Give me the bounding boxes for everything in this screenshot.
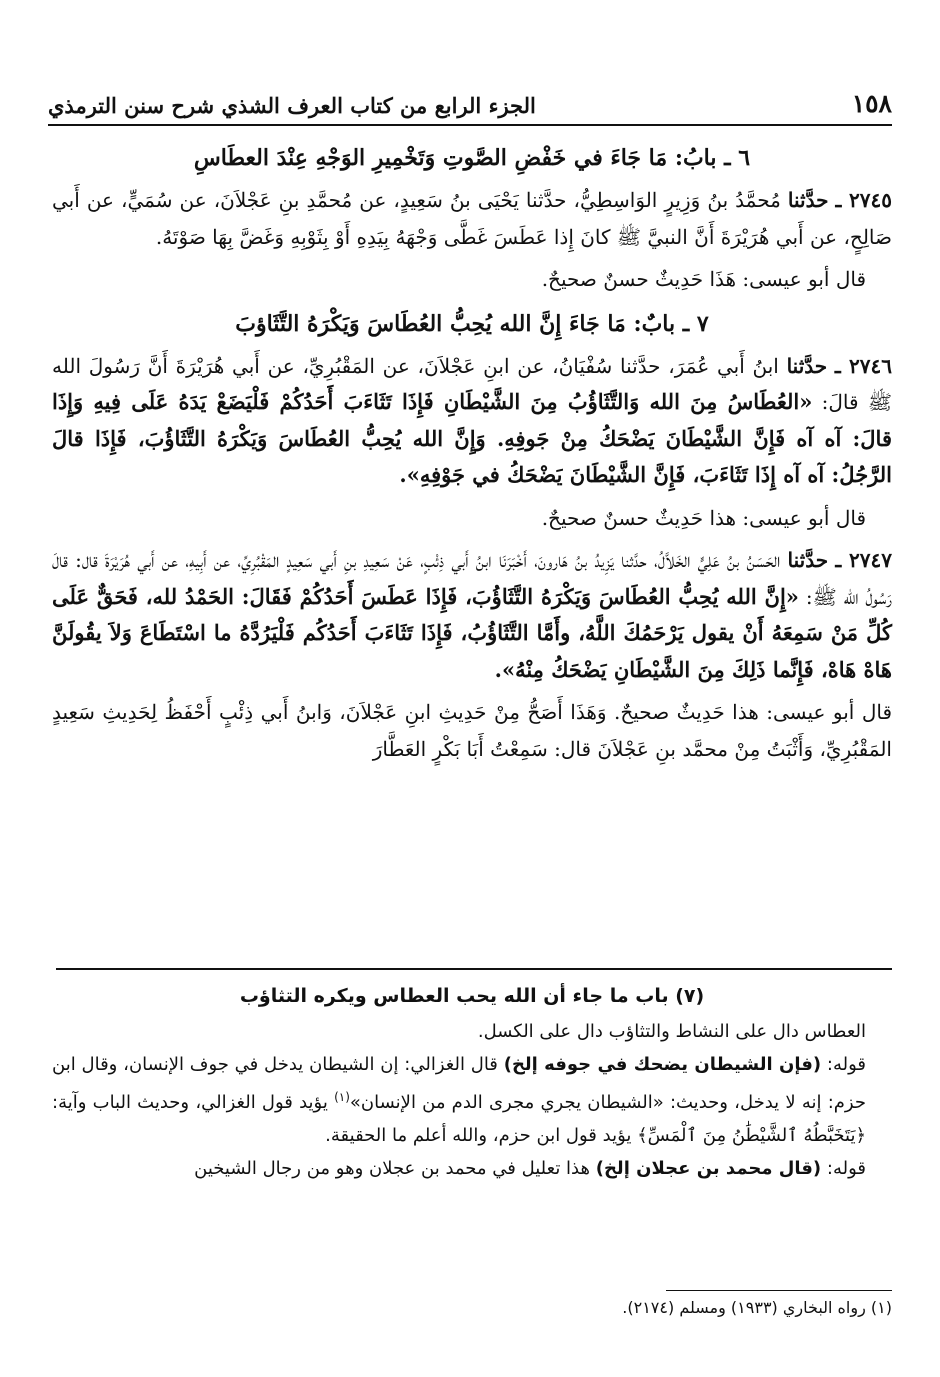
hadith-isnad: الحَسَنُ بنُ عَلِيٍّ الخَلاَّلُ، حدَّثنا يَزِيدُ بنُ هَارونَ، أَخْبَرَنَا ابنُ أَبي ذِئْبٍ، عَنْ سَعِيدِ بنِ أَبي سَعِيدٍ المَقْبُرِيِّ، عن أَبِيهِ، عن أَبي هُرَيْرَةَ قال: قالَ رَسُولُ الله ﷺ: bbox=[52, 548, 892, 609]
header-rule bbox=[48, 124, 892, 126]
footnote: (١) رواه البخاري (١٩٣٣) ومسلم (٢١٧٤). bbox=[622, 1298, 892, 1317]
commentary-text: يؤيد قول الغزالي، وحديث الباب وآية: ﴿يَتَخَبَّطُهُ ٱلشَّيْطَٰنُ مِنَ ٱلْمَسِّ﴾ يؤيد قول ابن حزم، والله أعلم ما الحقيقة. bbox=[52, 1092, 866, 1146]
hadith-number: ٢٧٤٧ ـ bbox=[835, 548, 893, 572]
commentary-rule bbox=[56, 968, 892, 970]
main-text bbox=[52, 134, 892, 767]
hadith-verdict: قال أبو عيسى: هَذَا حَدِيثٌ حسنٌ صحيحٌ. bbox=[541, 267, 866, 291]
qawluhu-label: قوله: bbox=[826, 1158, 866, 1179]
hadith-isnad: ابنُ أَبي عُمَرَ، حدَّثنا سُفْيَانُ، عن ابنِ عَجْلاَنَ، عن المَقْبُرِيِّ، عن أَبي هُرَيْرَةَ أَنَّ رَسُولَ الله ﷺ قالَ: bbox=[52, 353, 892, 414]
hadith-2747 bbox=[52, 542, 892, 688]
running-title: الجزء الرابع من كتاب العرف الشذي شرح سنن الترمذي bbox=[48, 93, 536, 118]
commentary-section bbox=[52, 980, 892, 1185]
hadith-verdict: قال أبو عيسى: هذا حَدِيثٌ صحيحٌ. وَهَذَا أَصَحُّ مِنْ حَدِيثِ ابنِ عَجْلاَنَ، وَابنُ أَبي ذِئْبٍ أَحْفَظُ لِحَدِيثِ سَعِيدٍ المَقْبُرِيِّ، وَأَثْبَتُ مِنْ محمَّد بنِ عَجْلاَنَ قال: سَمِعْتُ أَبَا بَكْرٍ العَطَّارَ bbox=[52, 700, 892, 761]
haddathana-label: حدَّثنا bbox=[786, 353, 828, 378]
footnote-rule bbox=[666, 1290, 892, 1291]
hadith-2746 bbox=[52, 348, 892, 494]
commentary-text: هذا تعليل في محمد بن عجلان وهو من رجال الشيخين bbox=[194, 1158, 590, 1179]
commentary-paragraph bbox=[52, 1152, 866, 1185]
haddathana-label: حدَّثنا bbox=[787, 188, 829, 212]
quoted-phrase: (قال محمد بن عجلان إلخ) bbox=[595, 1158, 822, 1179]
haddathana-label: حدَّثنا bbox=[787, 548, 829, 572]
hadith-matn: «إِنَّ الله يُحِبُّ العُطَاسَ وَيَكْرَهُ التَّثَاؤُبَ، فَإِذَا عَطَسَ أَحَدُكُمْ فَقَالَ: الحَمْدُ لله، فَحَقٌّ عَلَى كُلِّ مَنْ سَمِعَهُ أَنْ يقول يَرْحَمُكَ اللَّهُ، وأَمَّا التَّثَاؤُبُ، فَإِذَا تَثَاءَبَ أَحَدُكُم فَلْيَرُدَّهُ ما اسْتَطَاعَ وَلاَ يقُولَنَّ هَاهْ هَاهْ، فَإِنَّما ذَلِكَ مِنَ الشَّيْطَانِ يَضْحَكُ مِنْهُ». bbox=[52, 583, 892, 682]
page-number: ١٥٨ bbox=[851, 89, 892, 118]
commentary-title: (٧) باب ما جاء أن الله يحب العطاس ويكره التثاؤب bbox=[239, 985, 705, 1007]
quoted-phrase: (فإن الشيطان يضحك في جوفه إلخ) bbox=[503, 1054, 822, 1075]
hadith-verdict: قال أبو عيسى: هذا حَدِيثٌ حسنٌ صحيحٌ. bbox=[541, 505, 866, 530]
hadith-number: ٢٧٤٦ ـ bbox=[834, 353, 892, 378]
commentary-line: العطاس دال على النشاط والتثاؤب دال على الكسل. bbox=[477, 1021, 866, 1042]
chapter-heading-6: ٦ ـ بابُ: مَا جَاءَ في خَفْضِ الصَّوتِ وَتَخْمِيرِ الوَجْهِ عِنْدَ العطَاسِ bbox=[193, 145, 751, 171]
chapter-heading-7: ٧ ـ بابٌ: مَا جَاءَ إِنَّ الله يُحِبُّ العُطَاسَ وَيَكْرَهُ التَّثَاؤبَ bbox=[235, 310, 709, 337]
page-header bbox=[48, 78, 892, 118]
hadith-number: ٢٧٤٥ ـ bbox=[835, 188, 893, 212]
hadith-2745 bbox=[52, 182, 892, 255]
commentary-paragraph bbox=[52, 1048, 866, 1152]
hadith-matn: «العُطَاسُ مِنَ الله وَالتَّثَاؤُبُ مِنَ الشَّيْطَانِ فَإِذَا تَثَاءَبَ أَحَدُكُمْ فَلْيَضَعْ يَدَهُ عَلَى فِيهِ وَإِذَا قالَ: آه آه فَإِنَّ الشَّيْطَانَ يَضْحَكُ مِنْ جَوفِهِ. وَإِنَّ الله يُحِبُّ العُطَاسَ وَيَكْرَهُ التَّثَاؤُبَ، فَإِذَا قالَ الرَّجُلُ: آه آه إِذَا تَثَاءَبَ، فَإِنَّ الشَّيْطَانَ يَضْحَكُ في جَوْفِهِ». bbox=[52, 389, 892, 487]
commentary-text: قال الغزالي: إن الشيطان يدخل في جوف الإنسان، وقال ابن حزم: إنه لا يدخل، وحديث: «الشيطان يجري مجرى الدم من الإنسان» bbox=[52, 1054, 866, 1113]
hadith-text: مُحمَّدُ بنُ وَزِيرٍ الوَاسِطِيُّ، حدَّثنا يَحْيَى بنُ سَعِيدٍ، عن مُحمَّدِ بنِ عَجْلاَنَ، عن سُمَيٍّ، عن أَبي صَالِحٍ، عن أَبي هُرَيْرَةَ أَنَّ النبيَّ ﷺ كانَ إِذا عَطَسَ غَطَّى وَجْهَهُ بِيَدِهِ أَوْ بِثَوْبِهِ وَغَضَّ بِهَا صَوْتَهُ. bbox=[52, 188, 892, 249]
qawluhu-label: قوله: bbox=[826, 1054, 866, 1075]
footnote-ref[interactable]: (١) bbox=[334, 1090, 350, 1104]
